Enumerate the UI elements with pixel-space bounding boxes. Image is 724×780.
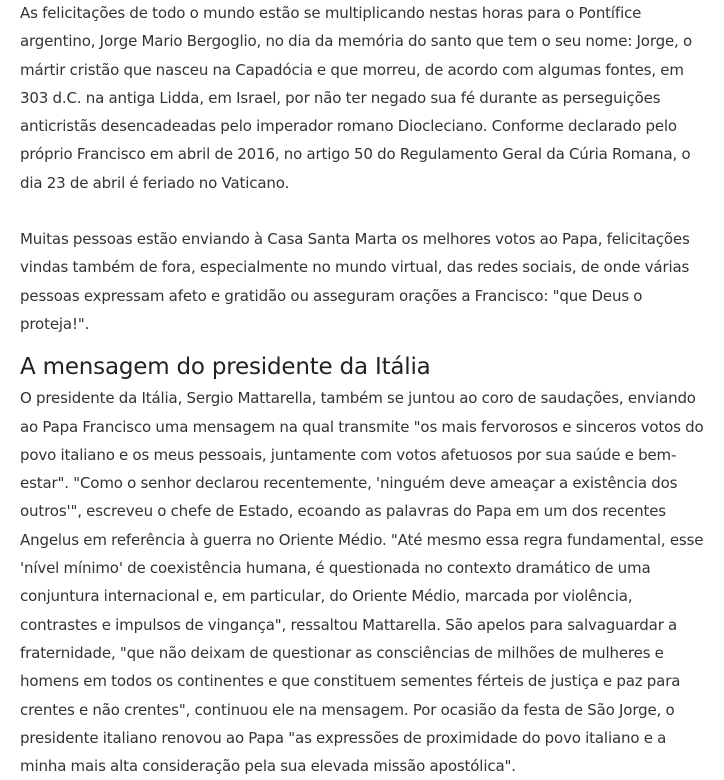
article-paragraph-president-message: O presidente da Itália, Sergio Mattarella, também se juntou ao coro de saudações, enviando ao Papa Francisco uma mensagem na qual transmite "os mais fervorosos e sinceros votos do povo italiano e os meus pessoais, juntamente com votos afetuosos por sua saúde e bem-estar". "Como o senhor declarou recentemente, 'ninguém deve ameaçar a existência dos outros'", escreveu o chefe de Estado, ecoando as palavras do Papa em um dos recentes Angelus em referência à guerra no Oriente Médio. "Até mesmo essa regra fundamental, esse 'nível mínimo' de coexistência humana, é questionada no contexto dramático de uma conjuntura internacional e, em particular, do Oriente Médio, marcada por violência, contrastes e impulsos de vingança", ressaltou Mattarella. São apelos para salvaguardar a fraternidade, "que não deixam de questionar as consciências de milhões de mulheres e homens em todos os continentes e que constituem sementes férteis de justiça e paz para crentes e não crentes", continuou ele na mensagem. Por ocasião da festa de São Jorge, o presidente italiano renovou ao Papa "as expressões de proximidade do povo italiano e a minha mais alta consideração pela sua elevada missão apostólica". [20,389,704,776]
article-paragraph-wishes: Muitas pessoas estão enviando à Casa Santa Marta os melhores votos ao Papa, felicitações vindas também de fora, especialmente no mundo virtual, das redes sociais, de onde várias pessoas expressam afeto e gratidão ou asseguram orações a Francisco: "que Deus o proteja!". [20,230,690,333]
article-paragraph-intro: As felicitações de todo o mundo estão se multiplicando nestas horas para o Pontífice argentino, Jorge Mario Bergoglio, no dia da memória do santo que tem o seu nome: Jorge, o mártir cristão que nasceu na Capadócia e que morreu, de acordo com algumas fontes, em 303 d.C. na antiga Lidda, em Israel, por não ter negado sua fé durante as perseguições anticristãs desencadeadas pelo imperador romano Diocleciano. Conforme declarado pelo próprio Francisco em abril de 2016, no artigo 50 do Regulamento Geral da Cúria Romana, o dia 23 de abril é feriado no Vaticano. [20,4,693,192]
section-heading: A mensagem do presidente da Itália [20,354,431,381]
article-body [20,0,710,780]
